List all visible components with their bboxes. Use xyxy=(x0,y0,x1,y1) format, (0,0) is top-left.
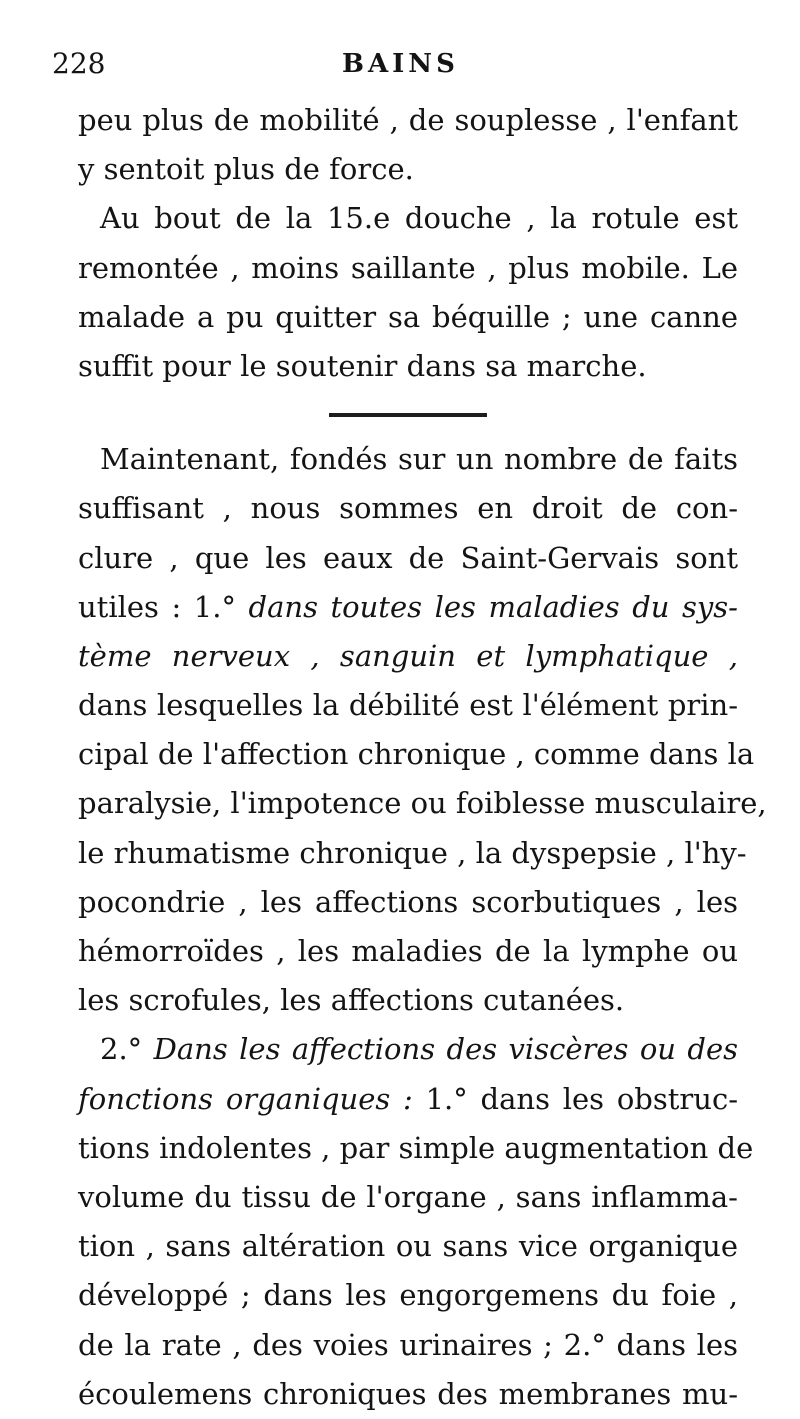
text-segment: 1.° dans les obstruc- xyxy=(412,1081,738,1116)
text-line: Maintenant, fondés sur un nombre de faits xyxy=(100,442,738,477)
text-line xyxy=(78,1075,738,1124)
running-title: BAINS xyxy=(342,49,459,79)
text-line: écoulemens chroniques des membranes mu- xyxy=(78,1376,738,1411)
text-line: de la rate , des voies urinaires ; 2.° dans les xyxy=(78,1327,738,1362)
text-line: tions indolentes , par simple augmentation de xyxy=(78,1130,754,1165)
text-line: peu plus de mobilité , de souplesse , l'enfant xyxy=(78,103,738,137)
text-line: Au bout de la 15.e douche , la rotule est xyxy=(100,201,738,236)
text-line: malade a pu quitter sa béquille ; une canne xyxy=(78,299,738,334)
text-line: suffisant , nous sommes en droit de con- xyxy=(78,491,738,526)
text-segment: utiles : 1.° xyxy=(78,589,249,624)
text-line xyxy=(78,583,738,632)
text-line: le rhumatisme chronique , la dyspepsie , l'hy- xyxy=(78,835,747,870)
italic-text: dans toutes les maladies du sys- xyxy=(248,589,738,624)
section-divider xyxy=(329,413,487,417)
text-line: cipal de l'affection chronique , comme dans la xyxy=(78,737,755,772)
text-segment: 2.° xyxy=(100,1032,154,1067)
text-line: tion , sans altération ou sans vice organique xyxy=(78,1229,738,1264)
italic-text: Dans les affections des viscères ou des xyxy=(153,1032,739,1067)
text-line: remontée , moins saillante , plus mobile. Le xyxy=(78,250,738,285)
text-line: développé ; dans les engorgemens du foie , xyxy=(78,1278,738,1313)
text-line: pocondrie , les affections scorbutiques , les xyxy=(78,884,738,919)
body-text xyxy=(78,96,767,1419)
page-header xyxy=(52,44,672,84)
text-line: hémorroïdes , les maladies de la lymphe ou xyxy=(78,934,738,968)
text-line: y sentoit plus de force. xyxy=(78,152,414,187)
text-line: clure , que les eaux de Saint-Gervais sont xyxy=(78,540,738,575)
page-number: 228 xyxy=(52,47,106,80)
text-line: tème nerveux , sanguin et lymphatique , xyxy=(78,638,738,673)
text-line: dans lesquelles la débilité est l'élément prin- xyxy=(78,688,738,723)
text-line: volume du tissu de l'organe , sans inflamma- xyxy=(78,1179,738,1214)
text-line xyxy=(78,1025,738,1074)
text-line: paralysie, l'impotence ou foiblesse musculaire, xyxy=(78,786,767,821)
text-line: suffit pour le soutenir dans sa marche. xyxy=(78,348,647,383)
italic-text: fonctions organiques : xyxy=(78,1081,413,1116)
text-line: les scrofules, les affections cutanées. xyxy=(78,983,625,1018)
